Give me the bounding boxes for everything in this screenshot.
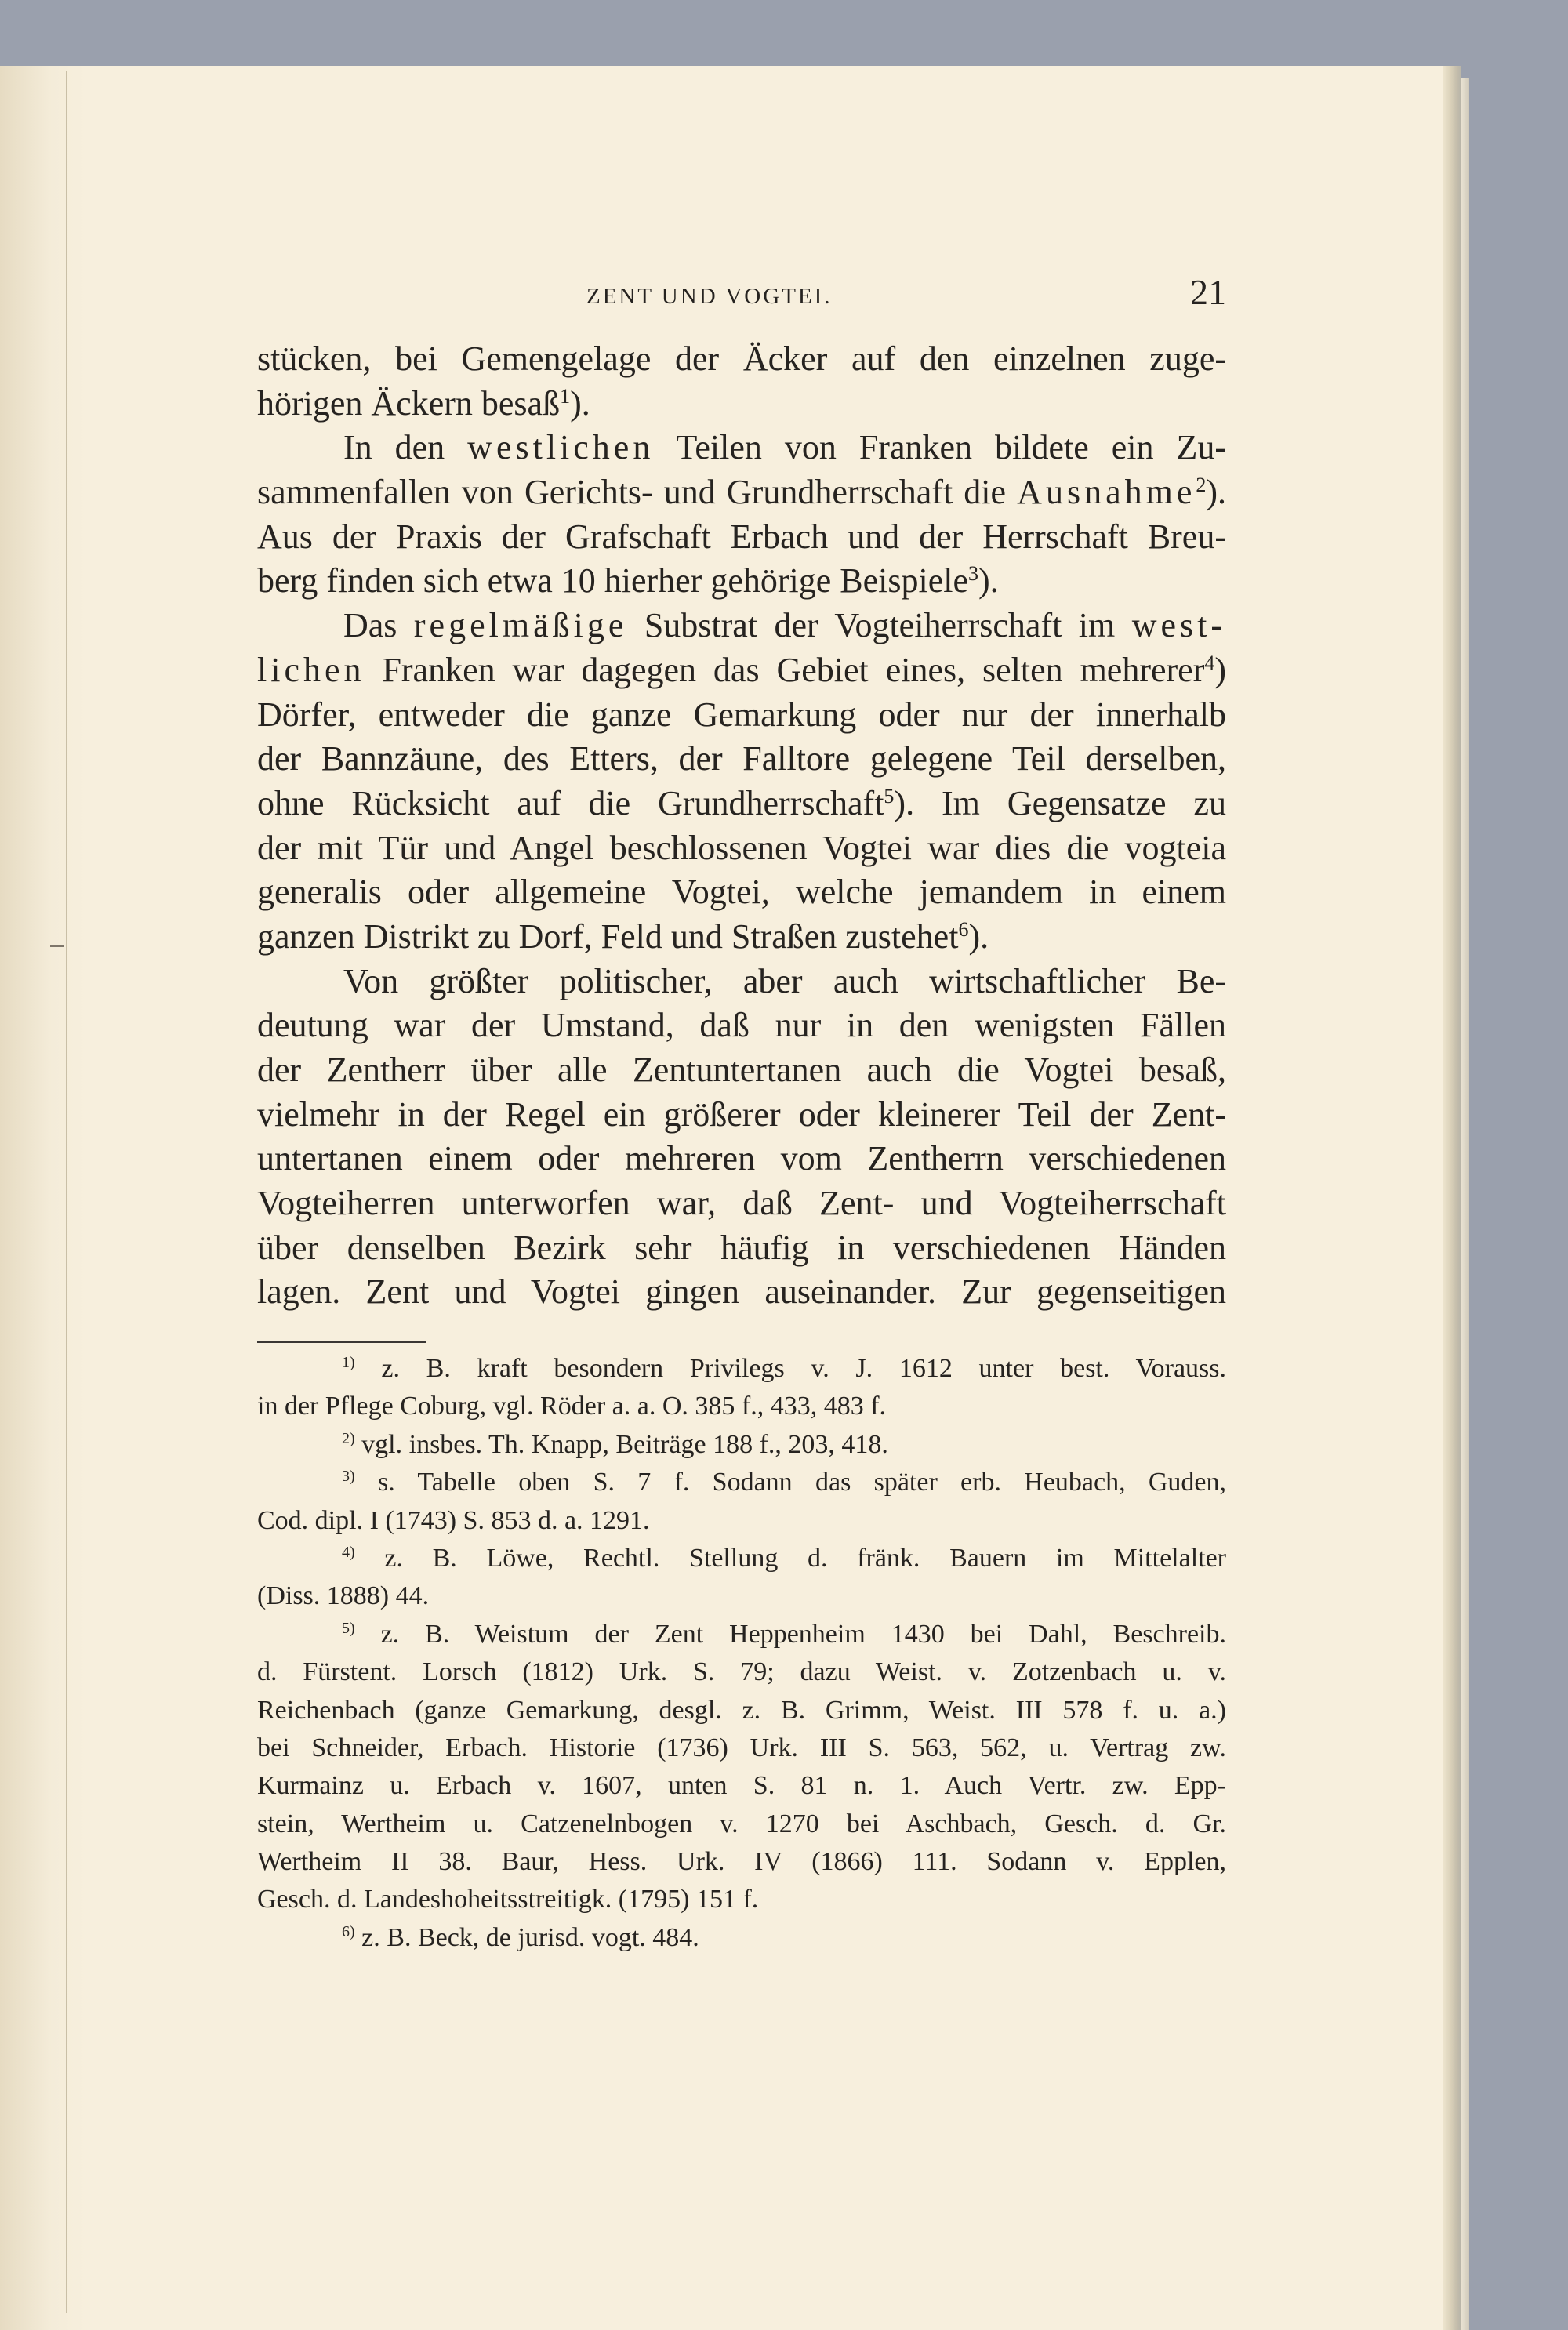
footnote-mark: 4) <box>342 1543 355 1561</box>
scanner-background <box>0 0 1568 66</box>
footnote-line: in der Pflege Coburg, vgl. Röder a. a. O. 385 f., 433, 483 f. <box>257 1392 887 1421</box>
body-line: Aus der Praxis der Grafschaft Erbach und der Herrschaft Breu- <box>257 517 1226 556</box>
footnote-line: bei Schneider, Erbach. Historie (1736) Urk. III S. 563, 562, u. Vertrag zw. <box>257 1733 1226 1762</box>
page-edge <box>1443 66 1461 2330</box>
footnote-line: Cod. dipl. I (1743) S. 853 d. a. 1291. <box>257 1505 650 1535</box>
page-edge-shadow <box>1461 78 1469 2330</box>
body-text <box>257 337 1226 1315</box>
body-line: der mit Tür und Angel beschlossenen Vogtei war dies die vogteia <box>257 828 1226 867</box>
page-number: 21 <box>1190 272 1226 312</box>
footnote-line: stein, Wertheim u. Catzenelnbogen v. 1270 bei Aschbach, Gesch. d. Gr. <box>257 1809 1226 1838</box>
footnote-line: d. Fürstent. Lorsch (1812) Urk. S. 79; dazu Weist. v. Zotzenbach u. v. <box>257 1657 1226 1687</box>
footnotes <box>257 1350 1226 1957</box>
body-line: Dörfer, entweder die ganze Gemarkung oder nur der innerhalb <box>257 695 1226 734</box>
footnote: $^{6)}$ z. B. Beck, de jurisd. vogt. 484. <box>342 1922 699 1952</box>
body-line: untertanen einem oder mehreren vom Zentherrn verschiedenen <box>257 1139 1226 1178</box>
footnote-mark: 3) <box>342 1468 355 1486</box>
footnote-mark: 1) <box>342 1354 355 1371</box>
body-line: deutung war der Umstand, daß nur in den wenigsten Fällen <box>257 1006 1226 1045</box>
body-line: ganzen Distrikt zu Dorf, Feld und Straßen zustehet$^6$). <box>257 916 989 956</box>
footnote-rule <box>257 1341 426 1343</box>
body-line: Von größter politischer, aber auch wirtschaftlicher Be- <box>343 961 1226 1000</box>
footnote: $^{4)}$ z. B. Löwe, Rechtl. Stellung d. fränk. Bauern im Mittelalter <box>342 1543 1227 1573</box>
body-line: über denselben Bezirk sehr häufig in verschiedenen Händen <box>257 1228 1226 1267</box>
emphasis: Ausnahme <box>1017 473 1196 512</box>
emphasis: westlichen <box>467 428 655 467</box>
footnote-ref: 5 <box>884 784 895 808</box>
emphasis: west- <box>1131 606 1227 645</box>
body-line: lagen. Zent und Vogtei gingen auseinander. Zur gegenseitigen <box>257 1272 1226 1312</box>
footnote-ref: 1 <box>560 384 571 408</box>
body-line: berg finden sich etwa 10 hierher gehörige Beispiele$^3$). <box>257 561 999 601</box>
footnote-line: Kurmainz u. Erbach v. 1607, unten S. 81 n. 1. Auch Vertr. zw. Epp- <box>257 1771 1226 1801</box>
footnote-line: Gesch. d. Landeshoheitsstreitigk. (1795) 151 f. <box>257 1885 759 1914</box>
footnote: $^{3)}$ s. Tabelle oben S. 7 f. Sodann das später erb. Heubach, Guden, <box>342 1468 1227 1497</box>
footnote-line: (Diss. 1888) 44. <box>257 1581 430 1611</box>
footnote-line: Reichenbach (ganze Gemarkung, desgl. z. B. Grimm, Weist. III 578 f. u. a.) <box>257 1695 1226 1725</box>
footnote-line: Wertheim II 38. Baur, Hess. Urk. IV (1866) 111. Sodann v. Epplen, <box>257 1847 1226 1877</box>
body-line: hörigen Äckern besaß$^1$). <box>257 383 590 423</box>
footnote-mark: 2) <box>342 1429 355 1447</box>
footnote: $^{2)}$ vgl. insbes. Th. Knapp, Beiträge 188 f., 203, 418. <box>342 1429 888 1459</box>
footnote-ref: 6 <box>958 917 969 941</box>
body-line: lichen Franken war dagegen das Gebiet eines, selten mehrerer$^4$) <box>257 650 1227 689</box>
page-gutter <box>0 66 86 2330</box>
body-line: stücken, bei Gemengelage der Äcker auf den einzelnen zuge- <box>257 339 1226 378</box>
page-header <box>257 271 1226 318</box>
body-line: generalis oder allgemeine Vogtei, welche jemandem in einem <box>257 873 1226 912</box>
footnote-mark: 6) <box>342 1922 355 1940</box>
footnote-ref: 3 <box>967 562 978 586</box>
footnote-ref: 2 <box>1196 474 1207 497</box>
emphasis: regelmäßige <box>413 606 628 645</box>
body-line: Vogteiherren unterworfen war, daß Zent- und Vogteiherrschaft <box>257 1184 1226 1223</box>
margin-mark <box>50 945 64 947</box>
gutter-line <box>66 71 67 2313</box>
body-line: der Bannzäune, des Etters, der Falltore gelegene Teil derselben, <box>257 739 1226 778</box>
body-line: ohne Rücksicht auf die Grundherrschaft$^5$). Im Gegensatze zu <box>257 783 1227 822</box>
body-line: vielmehr in der Regel ein größerer oder kleinerer Teil der Zent- <box>257 1094 1226 1134</box>
emphasis: lichen <box>257 650 365 689</box>
body-line: In den westlichen Teilen von Franken bildete ein Zu- <box>343 428 1226 467</box>
body-line: sammenfallen von Gerichts- und Grundherrschaft die Ausnahme$^2$). <box>257 473 1227 512</box>
body-line: Das regelmäßige Substrat der Vogteiherrschaft im west- <box>343 606 1227 645</box>
footnote: $^{5)}$ z. B. Weistum der Zent Heppenheim 1430 bei Dahl, Beschreib. <box>342 1619 1227 1649</box>
footnote-mark: 5) <box>342 1619 355 1637</box>
running-title: ZENT UND VOGTEI. <box>586 284 833 309</box>
body-line: der Zentherr über alle Zentuntertanen auch die Vogtei besaß, <box>257 1051 1226 1089</box>
footnote: $^{1)}$ z. B. kraft besondern Privilegs v. J. 1612 unter best. Vorauss. <box>342 1354 1226 1383</box>
footnote-ref: 4 <box>1204 651 1215 674</box>
